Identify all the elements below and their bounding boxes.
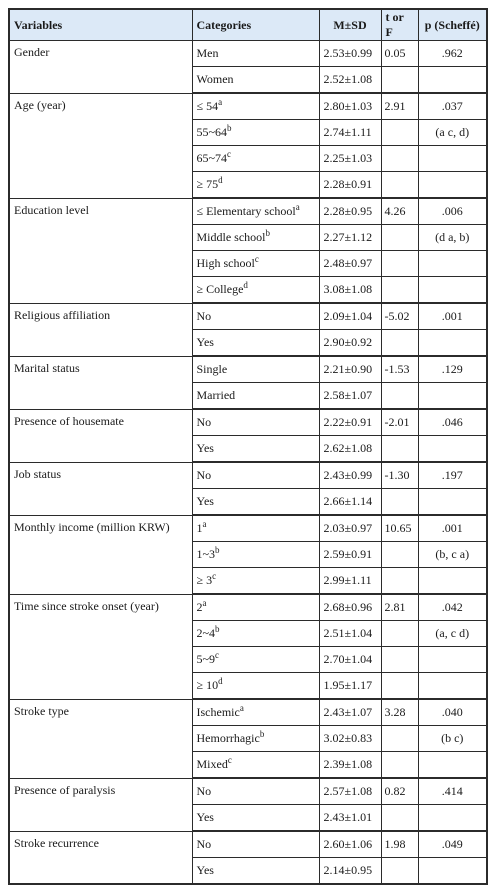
table-header bbox=[9, 9, 487, 41]
header-p-scheffe: p (Scheffé) bbox=[418, 9, 487, 41]
variable-name-cell: Stroke type bbox=[9, 699, 192, 778]
group-superscript: a bbox=[218, 97, 223, 107]
table-row bbox=[9, 515, 487, 542]
table-row bbox=[9, 198, 487, 225]
group-superscript: b bbox=[227, 123, 232, 133]
mean-sd-cell: 2.43±1.01 bbox=[319, 805, 381, 832]
variable-name-cell: Monthly income (million KRW) bbox=[9, 515, 192, 594]
mean-sd-cell: 2.27±1.12 bbox=[319, 225, 381, 251]
p-value-cell bbox=[418, 146, 487, 172]
category-label: ≥ 75 bbox=[196, 177, 219, 191]
category-label: Yes bbox=[196, 810, 214, 824]
t-or-f-cell bbox=[381, 621, 418, 647]
category-cell bbox=[192, 515, 319, 542]
group-superscript: b bbox=[265, 228, 270, 238]
t-or-f-cell bbox=[381, 277, 418, 304]
category-cell bbox=[192, 251, 319, 277]
group-superscript: c bbox=[215, 650, 219, 660]
table-row bbox=[9, 831, 487, 858]
p-value-cell bbox=[418, 489, 487, 516]
mean-sd-cell: 2.48±0.97 bbox=[319, 251, 381, 277]
category-cell bbox=[192, 225, 319, 251]
mean-sd-cell: 2.52±1.08 bbox=[319, 67, 381, 94]
category-cell bbox=[192, 356, 319, 383]
header-variables: Variables bbox=[9, 9, 192, 41]
p-value-cell: (a c, d) bbox=[418, 120, 487, 146]
category-cell bbox=[192, 542, 319, 568]
mean-sd-cell: 2.58±1.07 bbox=[319, 383, 381, 410]
mean-sd-cell: 2.57±1.08 bbox=[319, 778, 381, 805]
t-or-f-cell: 10.65 bbox=[381, 515, 418, 542]
category-cell bbox=[192, 409, 319, 436]
mean-sd-cell: 2.28±0.95 bbox=[319, 198, 381, 225]
category-label: 2 bbox=[196, 600, 203, 614]
t-or-f-cell: -2.01 bbox=[381, 409, 418, 436]
category-cell bbox=[192, 621, 319, 647]
p-value-cell: .001 bbox=[418, 303, 487, 330]
p-value-cell: .042 bbox=[418, 594, 487, 621]
mean-sd-cell: 2.66±1.14 bbox=[319, 489, 381, 516]
category-cell bbox=[192, 330, 319, 357]
category-label: Yes bbox=[196, 494, 214, 508]
p-value-cell bbox=[418, 383, 487, 410]
mean-sd-cell: 2.60±1.06 bbox=[319, 831, 381, 858]
category-cell bbox=[192, 673, 319, 700]
t-or-f-cell bbox=[381, 436, 418, 463]
p-value-cell bbox=[418, 436, 487, 463]
table-body bbox=[9, 41, 487, 885]
category-label: 65~74 bbox=[196, 151, 227, 165]
t-or-f-cell bbox=[381, 752, 418, 779]
category-cell bbox=[192, 805, 319, 832]
mean-sd-cell: 2.59±0.91 bbox=[319, 542, 381, 568]
p-value-cell: .001 bbox=[418, 515, 487, 542]
p-value-cell bbox=[418, 647, 487, 673]
header-row bbox=[9, 9, 487, 41]
group-superscript: c bbox=[227, 755, 232, 765]
p-value-cell bbox=[418, 568, 487, 595]
p-value-cell bbox=[418, 752, 487, 779]
p-value-cell: .049 bbox=[418, 831, 487, 858]
category-cell bbox=[192, 778, 319, 805]
header-categories: Categories bbox=[192, 9, 319, 41]
category-cell bbox=[192, 41, 319, 67]
mean-sd-cell: 3.02±0.83 bbox=[319, 726, 381, 752]
t-or-f-cell: -5.02 bbox=[381, 303, 418, 330]
category-cell bbox=[192, 436, 319, 463]
t-or-f-cell: -1.30 bbox=[381, 462, 418, 489]
category-label: No bbox=[196, 468, 212, 482]
category-cell bbox=[192, 93, 319, 120]
mean-sd-cell: 2.39±1.08 bbox=[319, 752, 381, 779]
category-label: 55~64 bbox=[196, 125, 227, 139]
group-superscript: a bbox=[295, 202, 300, 212]
group-superscript: a bbox=[239, 703, 244, 713]
category-label: ≥ 3 bbox=[196, 573, 213, 587]
t-or-f-cell bbox=[381, 225, 418, 251]
mean-sd-cell: 2.22±0.91 bbox=[319, 409, 381, 436]
category-label: High school bbox=[196, 256, 255, 270]
category-label: Married bbox=[196, 388, 236, 402]
category-cell bbox=[192, 67, 319, 94]
mean-sd-cell: 2.28±0.91 bbox=[319, 172, 381, 199]
t-or-f-cell bbox=[381, 542, 418, 568]
p-value-cell: (a, c d) bbox=[418, 621, 487, 647]
t-or-f-cell bbox=[381, 858, 418, 885]
category-cell bbox=[192, 172, 319, 199]
category-label: 2~4 bbox=[196, 626, 215, 640]
header-mean-sd: M±SD bbox=[319, 9, 381, 41]
variable-name-cell: Presence of housemate bbox=[9, 409, 192, 462]
category-cell bbox=[192, 198, 319, 225]
t-or-f-cell bbox=[381, 805, 418, 832]
t-or-f-cell: 3.28 bbox=[381, 699, 418, 726]
t-or-f-cell bbox=[381, 67, 418, 94]
category-cell bbox=[192, 120, 319, 146]
category-label: ≤ 54 bbox=[196, 99, 219, 113]
table-row bbox=[9, 356, 487, 383]
group-superscript: b bbox=[215, 545, 220, 555]
p-value-cell bbox=[418, 251, 487, 277]
mean-sd-cell: 3.08±1.08 bbox=[319, 277, 381, 304]
p-value-cell bbox=[418, 172, 487, 199]
variable-name-cell: Education level bbox=[9, 198, 192, 303]
category-label: Yes bbox=[196, 441, 214, 455]
category-cell bbox=[192, 462, 319, 489]
group-superscript: b bbox=[215, 624, 220, 634]
p-value-cell bbox=[418, 858, 487, 885]
group-superscript: a bbox=[202, 598, 207, 608]
p-value-cell: (b, c a) bbox=[418, 542, 487, 568]
category-label: No bbox=[196, 784, 212, 798]
category-label: 1 bbox=[196, 521, 203, 535]
category-cell bbox=[192, 594, 319, 621]
mean-sd-cell: 2.03±0.97 bbox=[319, 515, 381, 542]
p-value-cell: .040 bbox=[418, 699, 487, 726]
variable-name-cell: Time since stroke onset (year) bbox=[9, 594, 192, 699]
p-value-cell: .046 bbox=[418, 409, 487, 436]
t-or-f-cell: 2.91 bbox=[381, 93, 418, 120]
variable-name-cell: Religious affiliation bbox=[9, 303, 192, 356]
table-row bbox=[9, 409, 487, 436]
p-value-cell bbox=[418, 805, 487, 832]
category-label: No bbox=[196, 309, 212, 323]
category-cell bbox=[192, 858, 319, 885]
mean-sd-cell: 2.43±1.07 bbox=[319, 699, 381, 726]
header-t-or-f: t or F bbox=[381, 9, 418, 41]
p-value-cell: .129 bbox=[418, 356, 487, 383]
t-or-f-cell: -1.53 bbox=[381, 356, 418, 383]
p-value-cell: .037 bbox=[418, 93, 487, 120]
t-or-f-cell: 4.26 bbox=[381, 198, 418, 225]
category-cell bbox=[192, 568, 319, 595]
p-value-cell bbox=[418, 330, 487, 357]
group-superscript: a bbox=[202, 519, 207, 529]
mean-sd-cell: 2.14±0.95 bbox=[319, 858, 381, 885]
stats-table bbox=[8, 8, 488, 885]
category-label: ≥ College bbox=[196, 282, 244, 296]
group-superscript: d bbox=[218, 175, 223, 185]
t-or-f-cell bbox=[381, 172, 418, 199]
category-cell bbox=[192, 383, 319, 410]
group-superscript: d bbox=[243, 280, 248, 290]
mean-sd-cell: 2.80±1.03 bbox=[319, 93, 381, 120]
category-label: ≤ Elementary school bbox=[196, 204, 296, 218]
category-label: Yes bbox=[196, 863, 214, 877]
p-value-cell: .962 bbox=[418, 41, 487, 67]
mean-sd-cell: 1.95±1.17 bbox=[319, 673, 381, 700]
t-or-f-cell bbox=[381, 251, 418, 277]
category-label: 5~9 bbox=[196, 652, 215, 666]
table-row bbox=[9, 303, 487, 330]
category-cell bbox=[192, 277, 319, 304]
category-cell bbox=[192, 699, 319, 726]
group-superscript: c bbox=[212, 571, 217, 581]
category-cell bbox=[192, 303, 319, 330]
table-container bbox=[8, 8, 488, 885]
category-label: Men bbox=[196, 46, 219, 60]
t-or-f-cell: 0.82 bbox=[381, 778, 418, 805]
category-cell bbox=[192, 647, 319, 673]
p-value-cell bbox=[418, 277, 487, 304]
mean-sd-cell: 2.90±0.92 bbox=[319, 330, 381, 357]
category-label: No bbox=[196, 415, 212, 429]
category-cell bbox=[192, 752, 319, 779]
p-value-cell: .414 bbox=[418, 778, 487, 805]
t-or-f-cell bbox=[381, 146, 418, 172]
category-label: No bbox=[196, 837, 212, 851]
t-or-f-cell bbox=[381, 489, 418, 516]
p-value-cell: .006 bbox=[418, 198, 487, 225]
t-or-f-cell bbox=[381, 330, 418, 357]
t-or-f-cell: 0.05 bbox=[381, 41, 418, 67]
group-superscript: c bbox=[227, 149, 231, 159]
t-or-f-cell bbox=[381, 568, 418, 595]
category-label: Hemorrhagic bbox=[196, 731, 260, 745]
group-superscript: b bbox=[259, 729, 265, 739]
p-value-cell: (b c) bbox=[418, 726, 487, 752]
t-or-f-cell bbox=[381, 120, 418, 146]
p-value-cell: .197 bbox=[418, 462, 487, 489]
group-superscript: c bbox=[254, 254, 259, 264]
table-row bbox=[9, 699, 487, 726]
mean-sd-cell: 2.99±1.11 bbox=[319, 568, 381, 595]
p-value-cell: (d a, b) bbox=[418, 225, 487, 251]
category-cell bbox=[192, 831, 319, 858]
t-or-f-cell bbox=[381, 383, 418, 410]
mean-sd-cell: 2.51±1.04 bbox=[319, 621, 381, 647]
variable-name-cell: Presence of paralysis bbox=[9, 778, 192, 831]
mean-sd-cell: 2.62±1.08 bbox=[319, 436, 381, 463]
t-or-f-cell bbox=[381, 647, 418, 673]
category-label: ≥ 10 bbox=[196, 678, 219, 692]
category-cell bbox=[192, 726, 319, 752]
category-label: Women bbox=[196, 72, 234, 86]
category-label: Middle school bbox=[196, 230, 266, 244]
mean-sd-cell: 2.43±0.99 bbox=[319, 462, 381, 489]
group-superscript: d bbox=[218, 676, 223, 686]
variable-name-cell: Stroke recurrence bbox=[9, 831, 192, 884]
p-value-cell bbox=[418, 673, 487, 700]
category-cell bbox=[192, 489, 319, 516]
mean-sd-cell: 2.68±0.96 bbox=[319, 594, 381, 621]
t-or-f-cell bbox=[381, 726, 418, 752]
variable-name-cell: Job status bbox=[9, 462, 192, 515]
variable-name-cell: Marital status bbox=[9, 356, 192, 409]
mean-sd-cell: 2.09±1.04 bbox=[319, 303, 381, 330]
variable-name-cell: Age (year) bbox=[9, 93, 192, 198]
mean-sd-cell: 2.21±0.90 bbox=[319, 356, 381, 383]
category-label: Single bbox=[196, 362, 228, 376]
mean-sd-cell: 2.70±1.04 bbox=[319, 647, 381, 673]
table-row bbox=[9, 594, 487, 621]
category-label: 1~3 bbox=[196, 547, 215, 561]
p-value-cell bbox=[418, 67, 487, 94]
table-row bbox=[9, 778, 487, 805]
table-row bbox=[9, 41, 487, 67]
mean-sd-cell: 2.25±1.03 bbox=[319, 146, 381, 172]
category-label: Mixed bbox=[196, 757, 228, 771]
variable-name-cell: Gender bbox=[9, 41, 192, 94]
category-label: Yes bbox=[196, 335, 214, 349]
t-or-f-cell: 1.98 bbox=[381, 831, 418, 858]
mean-sd-cell: 2.74±1.11 bbox=[319, 120, 381, 146]
table-row bbox=[9, 93, 487, 120]
category-label: Ischemic bbox=[196, 705, 240, 719]
mean-sd-cell: 2.53±0.99 bbox=[319, 41, 381, 67]
t-or-f-cell bbox=[381, 673, 418, 700]
category-cell bbox=[192, 146, 319, 172]
table-row bbox=[9, 462, 487, 489]
t-or-f-cell: 2.81 bbox=[381, 594, 418, 621]
